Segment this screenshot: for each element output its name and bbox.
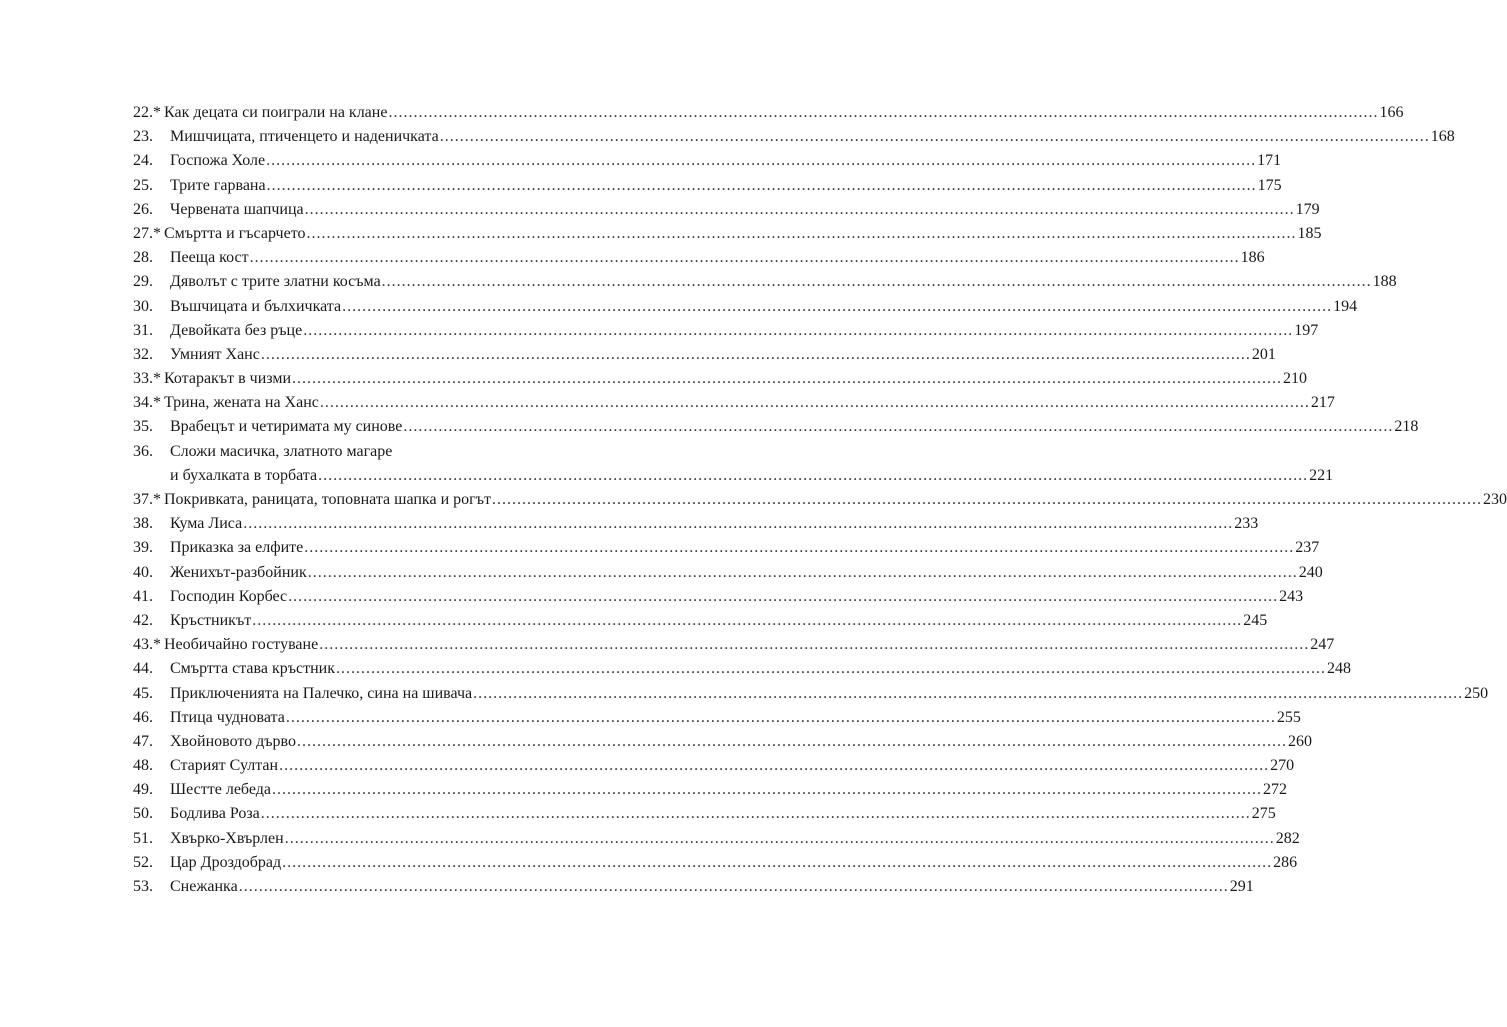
toc-dot-leader bbox=[382, 270, 1372, 294]
toc-entry bbox=[133, 415, 1419, 439]
toc-entry-page-number: 221 bbox=[1309, 466, 1334, 484]
toc-entry-page-number: 250 bbox=[1464, 684, 1489, 702]
toc-entry-title: Приключенията на Палечко, сина на шивача bbox=[170, 684, 473, 702]
toc-entry bbox=[133, 440, 598, 464]
toc-dot-leader bbox=[473, 682, 1463, 706]
toc-entry-number: 25. bbox=[133, 176, 153, 194]
toc-entry-title: Дяволът с трите златни косъма bbox=[170, 273, 381, 291]
toc-entry-title: Мишчицата, птиченцето и наденичката bbox=[170, 128, 439, 146]
toc-entry-number: 48. bbox=[133, 757, 153, 775]
toc-entry-page-number: 270 bbox=[1270, 757, 1295, 775]
toc-dot-leader bbox=[282, 851, 1272, 875]
toc-entry-title: Трите гарвана bbox=[170, 176, 266, 194]
toc-dot-leader bbox=[272, 778, 1262, 802]
toc-entry-number: 31. bbox=[133, 321, 153, 339]
toc-entry-page-number: 272 bbox=[1262, 781, 1287, 799]
toc-entry bbox=[133, 802, 1276, 826]
table-of-contents bbox=[133, 101, 1507, 899]
toc-entry-page-number: 166 bbox=[1379, 104, 1404, 121]
toc-entry-title: Умният Ханс bbox=[170, 345, 260, 363]
toc-entry-title: Старият Султан bbox=[170, 757, 279, 775]
toc-entry-page-number: 188 bbox=[1372, 273, 1397, 291]
toc-entry-number: 47. bbox=[133, 732, 153, 750]
toc-entry-number: 36. bbox=[133, 442, 153, 460]
toc-entry-title: Сложи масичка, златното магаре bbox=[170, 442, 393, 460]
toc-entry-page-number: 260 bbox=[1288, 732, 1312, 750]
toc-entry bbox=[133, 295, 1358, 319]
toc-dot-leader bbox=[266, 149, 1256, 173]
toc-entry bbox=[133, 125, 1455, 149]
toc-entry-number: 43.* bbox=[133, 636, 161, 654]
toc-entry-title: Женихът-разбойник bbox=[170, 563, 307, 581]
toc-entry bbox=[133, 706, 1301, 730]
toc-dot-leader bbox=[303, 319, 1293, 343]
toc-entry-page-number: 194 bbox=[1333, 297, 1358, 315]
toc-entry-number: 32. bbox=[133, 345, 153, 363]
toc-dot-leader bbox=[318, 464, 1308, 488]
toc-entry bbox=[133, 585, 1304, 609]
toc-entry-page-number: 201 bbox=[1251, 345, 1276, 363]
toc-dot-leader bbox=[308, 561, 1298, 585]
toc-entry-number: 35. bbox=[133, 418, 153, 436]
toc-entry-page-number: 282 bbox=[1275, 829, 1300, 847]
toc-entry-title: Шестте лебеда bbox=[170, 781, 271, 799]
toc-entry bbox=[133, 512, 1259, 536]
toc-entry-page-number: 217 bbox=[1310, 394, 1335, 412]
toc-entry-number: 22.* bbox=[133, 104, 161, 121]
toc-entry bbox=[133, 101, 1404, 125]
toc-dot-leader bbox=[250, 246, 1240, 270]
toc-entry-title: Птица чудновата bbox=[170, 708, 285, 726]
toc-entry bbox=[133, 730, 1312, 754]
toc-entry bbox=[133, 319, 1319, 343]
toc-entry-number: 41. bbox=[133, 587, 153, 605]
toc-entry-continuation bbox=[133, 464, 1334, 488]
toc-entry-title: Въшчицата и бълхичката bbox=[170, 297, 342, 315]
toc-entry-number: 23. bbox=[133, 128, 153, 146]
toc-entry bbox=[133, 754, 1295, 778]
toc-dot-leader bbox=[320, 391, 1310, 415]
toc-dot-leader bbox=[243, 512, 1233, 536]
toc-dot-leader bbox=[292, 367, 1282, 391]
toc-dot-leader bbox=[403, 415, 1393, 439]
toc-dot-leader bbox=[319, 633, 1309, 657]
toc-entry-number: 37.* bbox=[133, 491, 161, 508]
toc-dot-leader bbox=[267, 174, 1257, 198]
toc-entry-page-number: 255 bbox=[1276, 708, 1301, 726]
toc-entry bbox=[133, 149, 1282, 173]
toc-entry-number: 39. bbox=[133, 539, 153, 557]
toc-entry-page-number: 240 bbox=[1298, 563, 1323, 581]
toc-entry-page-number: 179 bbox=[1295, 200, 1320, 218]
toc-entry-title: Покривката, раницата, топовната шапка и рогът bbox=[164, 491, 491, 508]
toc-entry-page-number: 175 bbox=[1257, 176, 1282, 194]
toc-entry-number: 29. bbox=[133, 273, 153, 291]
toc-entry-title: Снежанка bbox=[170, 878, 238, 895]
toc-dot-leader bbox=[342, 295, 1332, 319]
toc-entry-title: Госпожа Холе bbox=[170, 152, 266, 170]
toc-dot-leader bbox=[440, 125, 1430, 149]
toc-entry-title: Цар Дроздобрад bbox=[170, 853, 282, 871]
toc-entry-page-number: 218 bbox=[1394, 418, 1419, 436]
toc-entry-title: Червената шапчица bbox=[170, 200, 304, 218]
toc-entry-number: 28. bbox=[133, 249, 153, 267]
toc-entry-title: Бодлива Роза bbox=[170, 805, 260, 823]
toc-dot-leader bbox=[305, 198, 1295, 222]
toc-entry bbox=[133, 682, 1489, 706]
toc-entry-page-number: 237 bbox=[1295, 539, 1320, 557]
toc-entry bbox=[133, 778, 1287, 802]
toc-entry-number: 50. bbox=[133, 805, 153, 823]
toc-entry-page-number: 168 bbox=[1430, 128, 1455, 146]
toc-entry-number: 52. bbox=[133, 853, 153, 871]
toc-dot-leader bbox=[261, 802, 1251, 826]
toc-entry-page-number: 245 bbox=[1243, 611, 1268, 629]
toc-dot-leader bbox=[288, 585, 1278, 609]
toc-entry bbox=[133, 367, 1308, 391]
toc-entry bbox=[133, 488, 1507, 512]
toc-dot-leader bbox=[297, 730, 1287, 754]
toc-entry-title: Трина, жената на Ханс bbox=[164, 394, 319, 412]
toc-entry-page-number: 171 bbox=[1257, 152, 1282, 170]
toc-entry-page-number: 243 bbox=[1279, 587, 1304, 605]
toc-entry-title: Необичайно гостуване bbox=[164, 636, 319, 654]
toc-entry-title: Пееща кост bbox=[170, 249, 249, 267]
toc-dot-leader bbox=[239, 875, 1229, 899]
toc-entry-page-number: 210 bbox=[1283, 370, 1308, 388]
toc-entry bbox=[133, 875, 1254, 899]
toc-entry-number: 46. bbox=[133, 708, 153, 726]
toc-entry-title: Хвойновото дърво bbox=[170, 732, 296, 750]
toc-entry bbox=[133, 174, 1282, 198]
toc-entry-title: Врабецът и четиримата му синове bbox=[170, 418, 403, 436]
toc-entry-title: Хвърко-Хвърлен bbox=[170, 829, 284, 847]
toc-entry-number: 45. bbox=[133, 684, 153, 702]
toc-entry bbox=[133, 246, 1265, 270]
toc-entry-page-number: 286 bbox=[1273, 853, 1298, 871]
toc-dot-leader bbox=[285, 827, 1275, 851]
toc-entry-number: 44. bbox=[133, 660, 153, 678]
toc-entry-title: Как децата си поиграли на клане bbox=[164, 104, 388, 121]
toc-entry-title: Приказка за елфите bbox=[170, 539, 304, 557]
toc-entry bbox=[133, 827, 1300, 851]
toc-entry-number: 30. bbox=[133, 297, 153, 315]
toc-dot-leader bbox=[492, 488, 1482, 512]
toc-entry-number: 53. bbox=[133, 878, 153, 895]
toc-dot-leader bbox=[252, 609, 1242, 633]
toc-entry-number: 42. bbox=[133, 611, 153, 629]
toc-entry-number: 38. bbox=[133, 515, 153, 533]
toc-entry-number: 49. bbox=[133, 781, 153, 799]
toc-entry-title: Смъртта става кръстник bbox=[170, 660, 336, 678]
toc-entry-page-number: 247 bbox=[1310, 636, 1335, 654]
toc-entry bbox=[133, 391, 1335, 415]
toc-entry-title: Котаракът в чизми bbox=[164, 370, 292, 388]
toc-entry-title: Господин Корбес bbox=[170, 587, 288, 605]
toc-entry-page-number: 291 bbox=[1229, 878, 1254, 895]
toc-entry-title-continuation: и бухалката в торбата bbox=[170, 466, 318, 484]
toc-entry-title: Девойката без ръце bbox=[170, 321, 303, 339]
toc-entry bbox=[133, 270, 1397, 294]
toc-entry-page-number: 248 bbox=[1327, 660, 1352, 678]
toc-dot-leader bbox=[261, 343, 1251, 367]
toc-entry-page-number: 230 bbox=[1482, 491, 1507, 508]
toc-dot-leader bbox=[286, 706, 1276, 730]
toc-entry-page-number: 185 bbox=[1297, 224, 1322, 242]
toc-entry bbox=[133, 222, 1322, 246]
toc-entry bbox=[133, 198, 1320, 222]
toc-entry-title: Кума Лиса bbox=[170, 515, 243, 533]
toc-entry-page-number: 275 bbox=[1251, 805, 1276, 823]
toc-dot-leader bbox=[304, 536, 1294, 560]
toc-entry-number: 24. bbox=[133, 152, 153, 170]
toc-dot-leader bbox=[306, 222, 1296, 246]
toc-entry bbox=[133, 633, 1335, 657]
toc-entry-page-number: 233 bbox=[1234, 515, 1259, 533]
toc-entry-number: 51. bbox=[133, 829, 153, 847]
toc-entry bbox=[133, 561, 1323, 585]
toc-entry bbox=[133, 657, 1352, 681]
toc-entry bbox=[133, 536, 1320, 560]
toc-entry-page-number: 197 bbox=[1294, 321, 1319, 339]
toc-entry bbox=[133, 343, 1276, 367]
toc-dot-leader bbox=[388, 101, 1378, 125]
toc-entry-page-number: 186 bbox=[1240, 249, 1265, 267]
toc-entry-title: Смъртта и гъсарчето bbox=[164, 224, 306, 242]
toc-dot-leader bbox=[336, 657, 1326, 681]
toc-dot-leader bbox=[279, 754, 1269, 778]
toc-entry bbox=[133, 851, 1298, 875]
toc-entry-number: 40. bbox=[133, 563, 153, 581]
toc-entry-number: 33.* bbox=[133, 370, 161, 388]
toc-entry-number: 27.* bbox=[133, 224, 161, 242]
toc-entry-title: Кръстникът bbox=[170, 611, 252, 629]
toc-entry bbox=[133, 609, 1268, 633]
toc-entry-number: 34.* bbox=[133, 394, 161, 412]
toc-entry-number: 26. bbox=[133, 200, 153, 218]
